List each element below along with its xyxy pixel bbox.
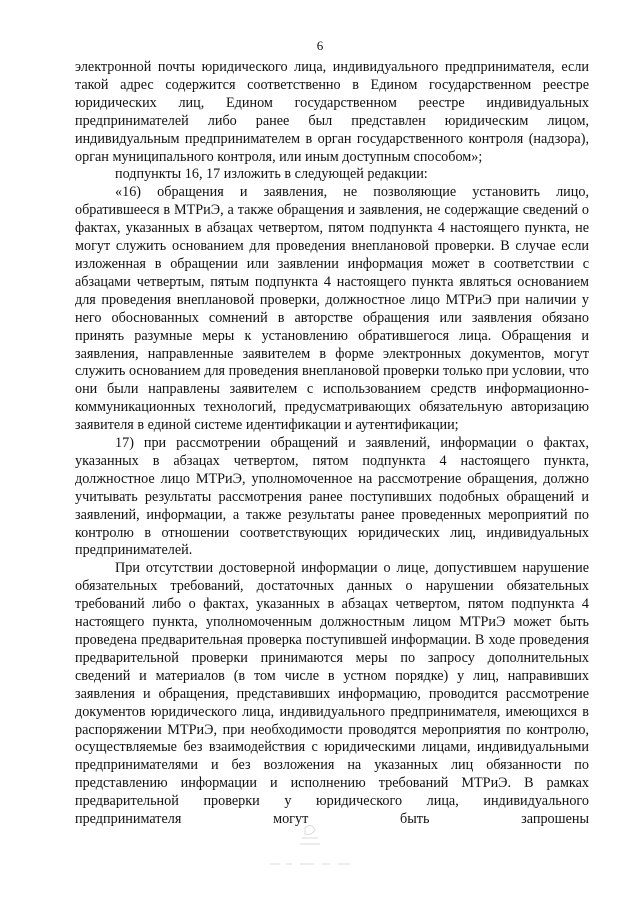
paragraph-subclauses-intro: подпункты 16, 17 изложить в следующей редакции: <box>115 166 428 183</box>
paragraph-email-clause: электронной почты юридического лица, индивидуального предпринимателя, если такой адрес содержится соответственно в Едином государственном реестре юридических лиц, Едином государственном реестре индивидуальных предпринимателей либо ранее был представлен юридическим лицом, индивидуальным предпринимателем в орган государственного контроля (надзора), орган муниципального контроля, или иным доступным способом»; <box>75 59 589 165</box>
paragraph-preliminary-check: При отсутствии достоверной информации о лице, допустившем нарушение обязательных требований, достаточных данных о нарушении обязательных требований либо о фактах, указанных в абзацах четвертом, пятом подпункта 4 настоящего пункта, уполномоченным должностным лицом МТРиЭ может быть проведена предварительная проверка поступившей информации. В ходе проведения предварительной проверки принимаются меры по запросу дополнительных сведений и материалов (в том числе в устном порядке) у лиц, направивших заявления и обращения, представивших информацию, проводится рассмотрение документов юридического лица, индивидуального предпринимателя, имеющихся в распоряжении МТРиЭ, при необходимости проводятся мероприятия по контролю, осуществляемые без взаимодействия с юридическими лицами, индивидуальными предпринимателями и без возложения на указанных лиц обязанности по представлению информации и исполнению требований МТРиЭ. В рамках предварительной проверки у юридического лица, индивидуального предпринимателя могут быть запрошены <box>75 560 589 828</box>
paragraph-subclause-16: «16) обращения и заявления, не позволяющие установить лицо, обратившееся в МТРиЭ, а также обращения и заявления, не содержащие сведений о фактах, указанных в абзацах четвертом, пятом подпункта 4 настоящего пункта, не могут служить основанием для проведения внеплановой проверки. В случае если изложенная в обращении или заявлении информация может в соответствии с абзацами четвертым, пятым подпункта 4 настоящего пункта являться основанием для проведения внеплановой проверки, должностное лицо МТРиЭ при наличии у него обоснованных сомнений в авторстве обращения или заявления обязано принять разумные меры к установлению обратившегося лица. Обращения и заявления, направленные заявителем в форме электронных документов, могут служить основанием для проведения внеплановой проверки только при условии, что они были направлены заявителем с использованием средств информационно-коммуникационных технологий, предусматривающих обязательную авторизацию заявителя в единой системе идентификации и аутентификации; <box>75 184 589 434</box>
faint-stamp-mark <box>250 820 370 880</box>
page-number: 6 <box>316 38 324 53</box>
paragraph-subclause-17: 17) при рассмотрении обращений и заявлений, информации о фактах, указанных в абзацах четвертом, пятом подпункта 4 настоящего пункта, должностное лицо МТРиЭ, уполномоченное на рассмотрение обращения, должно учитывать результаты рассмотрения ранее поступивших подобных обращений и заявлений, информации, а также результаты ранее проведенных мероприятий по контролю в отношении соответствующих юридических лиц, индивидуальных предпринимателей. <box>75 435 589 559</box>
document-body <box>75 59 589 829</box>
